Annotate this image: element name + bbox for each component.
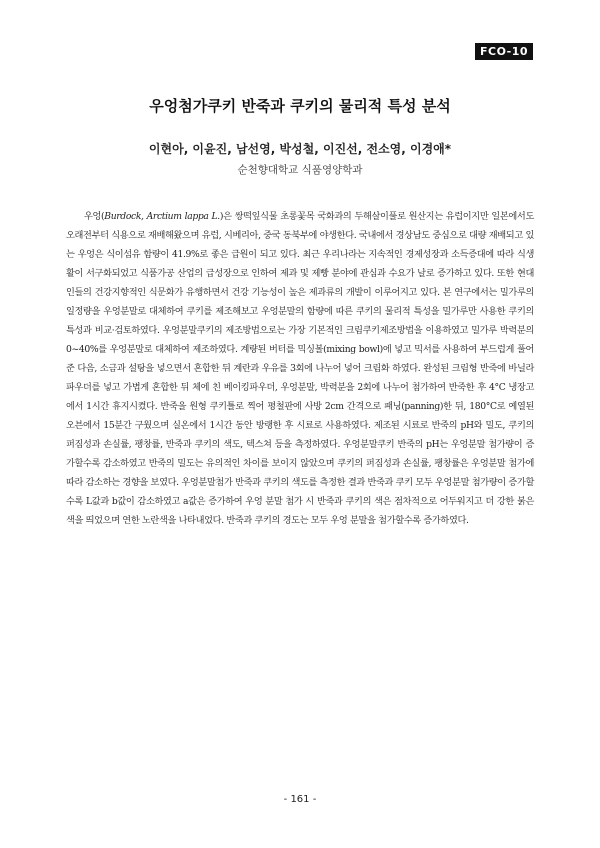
paper-title: 우엉첨가쿠키 반죽과 쿠키의 물리적 특성 분석 (149, 97, 451, 115)
page-number: - 161 - (283, 794, 317, 805)
affiliation: 순천향대학교 식품영양학과 (237, 164, 363, 176)
session-badge: FCO-10 (475, 43, 533, 60)
abstract-paragraph (66, 207, 534, 530)
abstract-text-start: 우엉( (84, 211, 105, 222)
abstract-body (66, 207, 534, 530)
scientific-name: Burdock, Arctium lappa L. (104, 211, 220, 222)
abstract-text-main: )은 쌍떡잎식물 초롱꽃목 국화과의 두해살이풀로 원산지는 유럽이지만 일본에서도 오래전부터 식용으로 재배해왔으며 유럽, 시베리아, 중국 동북부에 야생한다. 국내에서 경상남도 중심으로 대량 재배되고 있는 우엉은 식이섬유 함량이 41.9%로 좋은 급원이 되고 있다. 최근 우리나라는 지속적인 경제성장과 소득증대에 따라 식생활이 서구화되었고 식품가공 산업의 급성장으로 인하여 제과 및 제빵 분야에 관심과 수요가 날로 증가하고 있다. 또한 현대인들의 건강지향적인 식문화가 유행하면서 건강 기능성이 높은 제과류의 개발이 이루어지고 있다. 본 연구에서는 밀가루의 일정량을 우엉분말로 대체하여 쿠키를 제조해보고 우엉분말의 함량에 따른 쿠키의 물리적 특성을 밀가루만 사용한 쿠키의 특성과 비교·검토하였다. 우엉분말쿠키의 제조방법으로는 가장 기본적인 크림쿠키제조방법을 이용하였고 밀가루 박력분의 0~40%를 우엉분말로 대체하여 제조하였다. 계량된 버터를 믹싱볼(mixing bowl)에 넣고 믹서를 사용하여 부드럽게 풀어준 다음, 소금과 설탕을 넣으면서 혼합한 뒤 계란과 우유를 3회에 나누어 넣어 크림화 하였다. 완성된 크림형 반죽에 바닐라파우더를 넣고 가볍게 혼합한 뒤 체에 친 베이킹파우더, 우엉분말, 박력분을 2회에 나누어 첨가하여 반죽한 후 4°C 냉장고에서 1시간 휴지시켰다. 반죽을 원형 쿠키틀로 찍어 평철판에 사방 2cm 간격으로 패닝(panning)한 뒤, 180°C로 예열된 오븐에서 15분간 구웠으며 실온에서 1시간 동안 방랭한 후 시료로 사용하였다. 제조된 시료로 반죽의 pH와 밀도, 쿠키의 퍼짐성과 손실률, 팽창률, 반죽과 쿠키의 색도, 텍스쳐 등을 측정하였다. 우엉분말쿠키 반죽의 pH는 우엉분말 첨가량이 증가할수록 감소하였고 반죽의 밀도는 유의적인 차이를 보이지 않았으며 쿠키의 퍼짐성과 손실률, 팽창률은 우엉분말 첨가에 따라 감소하는 경향을 보였다. 우엉분말첨가 반죽과 쿠키의 색도를 측정한 결과 반죽과 쿠키 모두 우엉분말 첨가량이 증가할수록 L값과 b값이 감소하였고 a값은 증가하여 우엉 분말 첨가 시 반죽과 쿠키의 색은 점차적으로 어두워지고 더 강한 붉은 색을 띄었으며 연한 노란색을 나타내었다. 반죽과 쿠키의 경도는 모두 우엉 분말을 첨가할수록 증가하였다. (66, 211, 534, 526)
author-list: 이현아, 이윤진, 남선영, 박성철, 이진선, 전소영, 이경애* (148, 142, 452, 156)
